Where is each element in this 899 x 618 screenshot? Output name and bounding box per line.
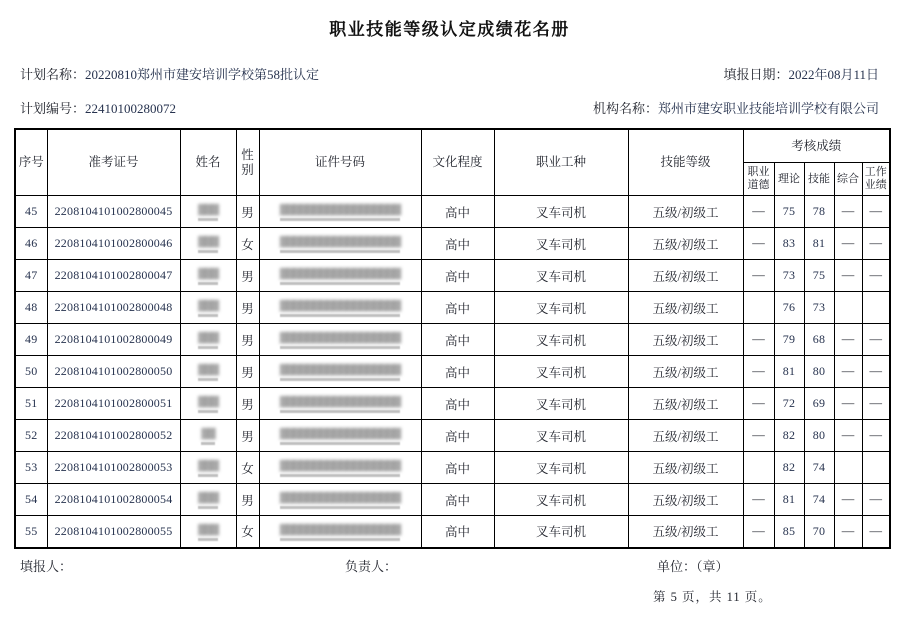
theory-score-cell: 85 — [774, 516, 804, 548]
work-score-cell — [862, 292, 890, 324]
ethics-score-cell: — — [743, 228, 774, 260]
table-row — [15, 356, 890, 388]
ethics-score-cell: — — [743, 260, 774, 292]
manager-label: 负责人： — [345, 559, 398, 574]
comprehensive-score-cell: — — [834, 516, 862, 548]
id-cell — [259, 196, 421, 228]
seq-cell: 45 — [15, 196, 47, 228]
seq-cell: 47 — [15, 260, 47, 292]
plan-name-value: 20220810郑州市建安培训学校第58批认定 — [85, 67, 320, 82]
header-comprehensive: 综合 — [834, 163, 862, 196]
ethics-score-cell: — — [743, 356, 774, 388]
name-cell-redacted: ▓▓▓ — [198, 366, 218, 381]
seq-cell: 54 — [15, 484, 47, 516]
unit-seal-label: 单位：（章） — [657, 559, 729, 574]
work-score-cell: — — [862, 516, 890, 548]
id-cell-redacted: ▓▓▓▓▓▓▓▓▓▓▓▓▓▓▓▓▓▓ — [280, 462, 400, 477]
skill-score-cell: 78 — [804, 196, 834, 228]
ticket-cell: 2208104101002800047 — [47, 260, 180, 292]
name-cell — [180, 196, 236, 228]
ticket-cell: 2208104101002800053 — [47, 452, 180, 484]
comprehensive-score-cell: — — [834, 260, 862, 292]
name-cell-redacted: ▓▓▓ — [198, 526, 218, 541]
skill-score-cell: 74 — [804, 452, 834, 484]
name-cell-redacted: ▓▓▓ — [198, 302, 218, 317]
comprehensive-score-cell — [834, 452, 862, 484]
seq-cell: 55 — [15, 516, 47, 548]
table-row — [15, 388, 890, 420]
education-cell: 高中 — [421, 196, 494, 228]
comprehensive-score-cell: — — [834, 484, 862, 516]
header-score-group: 考核成绩 — [743, 129, 890, 163]
theory-score-cell: 75 — [774, 196, 804, 228]
report-date-value: 2022年08月11日 — [788, 67, 879, 82]
theory-score-cell: 79 — [774, 324, 804, 356]
comprehensive-score-cell — [834, 292, 862, 324]
gender-cell: 男 — [236, 388, 259, 420]
page-title: 职业技能等级认定成绩花名册 — [329, 20, 570, 39]
header-level: 技能等级 — [628, 129, 743, 196]
name-cell — [180, 260, 236, 292]
theory-score-cell: 82 — [774, 420, 804, 452]
meta-line-1 — [20, 64, 879, 83]
header-id-no: 证件号码 — [259, 129, 421, 196]
report-date-label: 填报日期： — [723, 67, 789, 82]
occupation-cell: 叉车司机 — [494, 484, 628, 516]
name-cell — [180, 356, 236, 388]
theory-score-cell: 81 — [774, 356, 804, 388]
education-cell: 高中 — [421, 324, 494, 356]
header-name: 姓名 — [180, 129, 236, 196]
roster-table — [14, 128, 891, 549]
id-cell-redacted: ▓▓▓▓▓▓▓▓▓▓▓▓▓▓▓▓▓▓ — [280, 398, 400, 413]
work-score-cell: — — [862, 388, 890, 420]
level-cell: 五级/初级工 — [628, 324, 743, 356]
seq-cell: 51 — [15, 388, 47, 420]
occupation-cell: 叉车司机 — [494, 420, 628, 452]
table-row — [15, 516, 890, 548]
comprehensive-score-cell: — — [834, 196, 862, 228]
education-cell: 高中 — [421, 452, 494, 484]
ticket-cell: 2208104101002800051 — [47, 388, 180, 420]
work-score-cell: — — [862, 260, 890, 292]
gender-cell: 女 — [236, 228, 259, 260]
id-cell-redacted: ▓▓▓▓▓▓▓▓▓▓▓▓▓▓▓▓▓▓ — [280, 206, 400, 221]
level-cell: 五级/初级工 — [628, 452, 743, 484]
name-cell — [180, 516, 236, 548]
level-cell: 五级/初级工 — [628, 356, 743, 388]
header-theory: 理论 — [774, 163, 804, 196]
skill-score-cell: 73 — [804, 292, 834, 324]
table-row — [15, 420, 890, 452]
ticket-cell: 2208104101002800055 — [47, 516, 180, 548]
education-cell: 高中 — [421, 292, 494, 324]
ethics-score-cell — [743, 292, 774, 324]
gender-cell: 男 — [236, 292, 259, 324]
occupation-cell: 叉车司机 — [494, 260, 628, 292]
theory-score-cell: 72 — [774, 388, 804, 420]
level-cell: 五级/初级工 — [628, 388, 743, 420]
id-cell-redacted: ▓▓▓▓▓▓▓▓▓▓▓▓▓▓▓▓▓▓ — [280, 270, 400, 285]
plan-no-value: 22410100280072 — [85, 101, 177, 116]
skill-score-cell: 80 — [804, 356, 834, 388]
id-cell — [259, 260, 421, 292]
seq-cell: 53 — [15, 452, 47, 484]
seq-cell: 49 — [15, 324, 47, 356]
header-ticket: 准考证号 — [47, 129, 180, 196]
name-cell — [180, 292, 236, 324]
ticket-cell: 2208104101002800046 — [47, 228, 180, 260]
table-row — [15, 484, 890, 516]
comprehensive-score-cell: — — [834, 228, 862, 260]
table-row — [15, 228, 890, 260]
name-cell-redacted: ▓▓ — [201, 430, 214, 445]
ticket-cell: 2208104101002800052 — [47, 420, 180, 452]
header-occupation: 职业工种 — [494, 129, 628, 196]
id-cell-redacted: ▓▓▓▓▓▓▓▓▓▓▓▓▓▓▓▓▓▓ — [280, 526, 400, 541]
plan-no-label: 计划编号： — [20, 101, 86, 116]
education-cell: 高中 — [421, 516, 494, 548]
id-cell-redacted: ▓▓▓▓▓▓▓▓▓▓▓▓▓▓▓▓▓▓ — [280, 430, 400, 445]
plan-name-label: 计划名称： — [20, 67, 86, 82]
ethics-score-cell: — — [743, 388, 774, 420]
ethics-score-cell: — — [743, 420, 774, 452]
id-cell-redacted: ▓▓▓▓▓▓▓▓▓▓▓▓▓▓▓▓▓▓ — [280, 238, 400, 253]
work-score-cell: — — [862, 356, 890, 388]
theory-score-cell: 83 — [774, 228, 804, 260]
gender-cell: 男 — [236, 484, 259, 516]
id-cell — [259, 516, 421, 548]
education-cell: 高中 — [421, 420, 494, 452]
table-body — [15, 196, 890, 548]
header-education: 文化程度 — [421, 129, 494, 196]
id-cell — [259, 420, 421, 452]
meta-line-2 — [20, 98, 879, 117]
ticket-cell: 2208104101002800054 — [47, 484, 180, 516]
occupation-cell: 叉车司机 — [494, 228, 628, 260]
level-cell: 五级/初级工 — [628, 228, 743, 260]
name-cell-redacted: ▓▓▓ — [198, 238, 218, 253]
filler-label: 填报人： — [20, 559, 73, 574]
header-gender: 性别 — [236, 129, 259, 196]
id-cell-redacted: ▓▓▓▓▓▓▓▓▓▓▓▓▓▓▓▓▓▓ — [280, 334, 400, 349]
plan-name-field — [20, 64, 319, 83]
occupation-cell: 叉车司机 — [494, 324, 628, 356]
org-name-label: 机构名称： — [592, 101, 658, 116]
name-cell-redacted: ▓▓▓ — [198, 270, 218, 285]
theory-score-cell: 76 — [774, 292, 804, 324]
ethics-score-cell: — — [743, 484, 774, 516]
table-row — [15, 260, 890, 292]
gender-cell: 男 — [236, 260, 259, 292]
seq-cell: 46 — [15, 228, 47, 260]
education-cell: 高中 — [421, 388, 494, 420]
name-cell-redacted: ▓▓▓ — [198, 494, 218, 509]
work-score-cell — [862, 452, 890, 484]
skill-score-cell: 68 — [804, 324, 834, 356]
ethics-score-cell: — — [743, 516, 774, 548]
table-row — [15, 292, 890, 324]
ticket-cell: 2208104101002800049 — [47, 324, 180, 356]
education-cell: 高中 — [421, 484, 494, 516]
id-cell — [259, 292, 421, 324]
ticket-cell: 2208104101002800045 — [47, 196, 180, 228]
gender-cell: 男 — [236, 324, 259, 356]
id-cell — [259, 388, 421, 420]
id-cell — [259, 228, 421, 260]
id-cell-redacted: ▓▓▓▓▓▓▓▓▓▓▓▓▓▓▓▓▓▓ — [280, 494, 400, 509]
comprehensive-score-cell: — — [834, 356, 862, 388]
occupation-cell: 叉车司机 — [494, 452, 628, 484]
name-cell — [180, 452, 236, 484]
meta-section — [0, 64, 899, 117]
report-date-field — [723, 64, 879, 83]
id-cell-redacted: ▓▓▓▓▓▓▓▓▓▓▓▓▓▓▓▓▓▓ — [280, 366, 400, 381]
skill-score-cell: 69 — [804, 388, 834, 420]
gender-cell: 男 — [236, 420, 259, 452]
name-cell-redacted: ▓▓▓ — [198, 398, 218, 413]
id-cell — [259, 452, 421, 484]
theory-score-cell: 81 — [774, 484, 804, 516]
org-name-value: 郑州市建安职业技能培训学校有限公司 — [657, 101, 879, 116]
work-score-cell: — — [862, 324, 890, 356]
comprehensive-score-cell: — — [834, 420, 862, 452]
name-cell-redacted: ▓▓▓ — [198, 462, 218, 477]
skill-score-cell: 80 — [804, 420, 834, 452]
id-cell — [259, 324, 421, 356]
level-cell: 五级/初级工 — [628, 292, 743, 324]
header-skill: 技能 — [804, 163, 834, 196]
ethics-score-cell: — — [743, 324, 774, 356]
ticket-cell: 2208104101002800050 — [47, 356, 180, 388]
seq-cell: 50 — [15, 356, 47, 388]
theory-score-cell: 73 — [774, 260, 804, 292]
name-cell-redacted: ▓▓▓ — [198, 206, 218, 221]
table-header — [15, 129, 890, 196]
name-cell — [180, 228, 236, 260]
table-row — [15, 452, 890, 484]
level-cell: 五级/初级工 — [628, 260, 743, 292]
occupation-cell: 叉车司机 — [494, 388, 628, 420]
seq-cell: 48 — [15, 292, 47, 324]
comprehensive-score-cell: — — [834, 324, 862, 356]
ethics-score-cell — [743, 452, 774, 484]
id-cell — [259, 484, 421, 516]
skill-score-cell: 74 — [804, 484, 834, 516]
seq-cell: 52 — [15, 420, 47, 452]
work-score-cell: — — [862, 196, 890, 228]
level-cell: 五级/初级工 — [628, 420, 743, 452]
table-row — [15, 196, 890, 228]
gender-cell: 男 — [236, 196, 259, 228]
ethics-score-cell: — — [743, 196, 774, 228]
education-cell: 高中 — [421, 228, 494, 260]
occupation-cell: 叉车司机 — [494, 516, 628, 548]
level-cell: 五级/初级工 — [628, 196, 743, 228]
occupation-cell: 叉车司机 — [494, 292, 628, 324]
page-indicator: 第 5 页，共 11 页。 — [653, 590, 772, 604]
work-score-cell: — — [862, 420, 890, 452]
comprehensive-score-cell: — — [834, 388, 862, 420]
education-cell: 高中 — [421, 260, 494, 292]
header-work: 工作业绩 — [862, 163, 890, 196]
header-ethics: 职业道德 — [743, 163, 774, 196]
table-row — [15, 324, 890, 356]
ticket-cell: 2208104101002800048 — [47, 292, 180, 324]
occupation-cell: 叉车司机 — [494, 196, 628, 228]
level-cell: 五级/初级工 — [628, 516, 743, 548]
skill-score-cell: 75 — [804, 260, 834, 292]
skill-score-cell: 70 — [804, 516, 834, 548]
org-name-field — [593, 98, 879, 117]
name-cell — [180, 388, 236, 420]
plan-no-field — [20, 98, 176, 117]
name-cell — [180, 484, 236, 516]
level-cell: 五级/初级工 — [628, 484, 743, 516]
work-score-cell: — — [862, 484, 890, 516]
gender-cell: 男 — [236, 356, 259, 388]
name-cell — [180, 420, 236, 452]
name-cell-redacted: ▓▓▓ — [198, 334, 218, 349]
gender-cell: 女 — [236, 452, 259, 484]
id-cell-redacted: ▓▓▓▓▓▓▓▓▓▓▓▓▓▓▓▓▓▓ — [280, 302, 400, 317]
education-cell: 高中 — [421, 356, 494, 388]
skill-score-cell: 81 — [804, 228, 834, 260]
work-score-cell: — — [862, 228, 890, 260]
theory-score-cell: 82 — [774, 452, 804, 484]
header-seq: 序号 — [15, 129, 47, 196]
gender-cell: 女 — [236, 516, 259, 548]
name-cell — [180, 324, 236, 356]
id-cell — [259, 356, 421, 388]
occupation-cell: 叉车司机 — [494, 356, 628, 388]
